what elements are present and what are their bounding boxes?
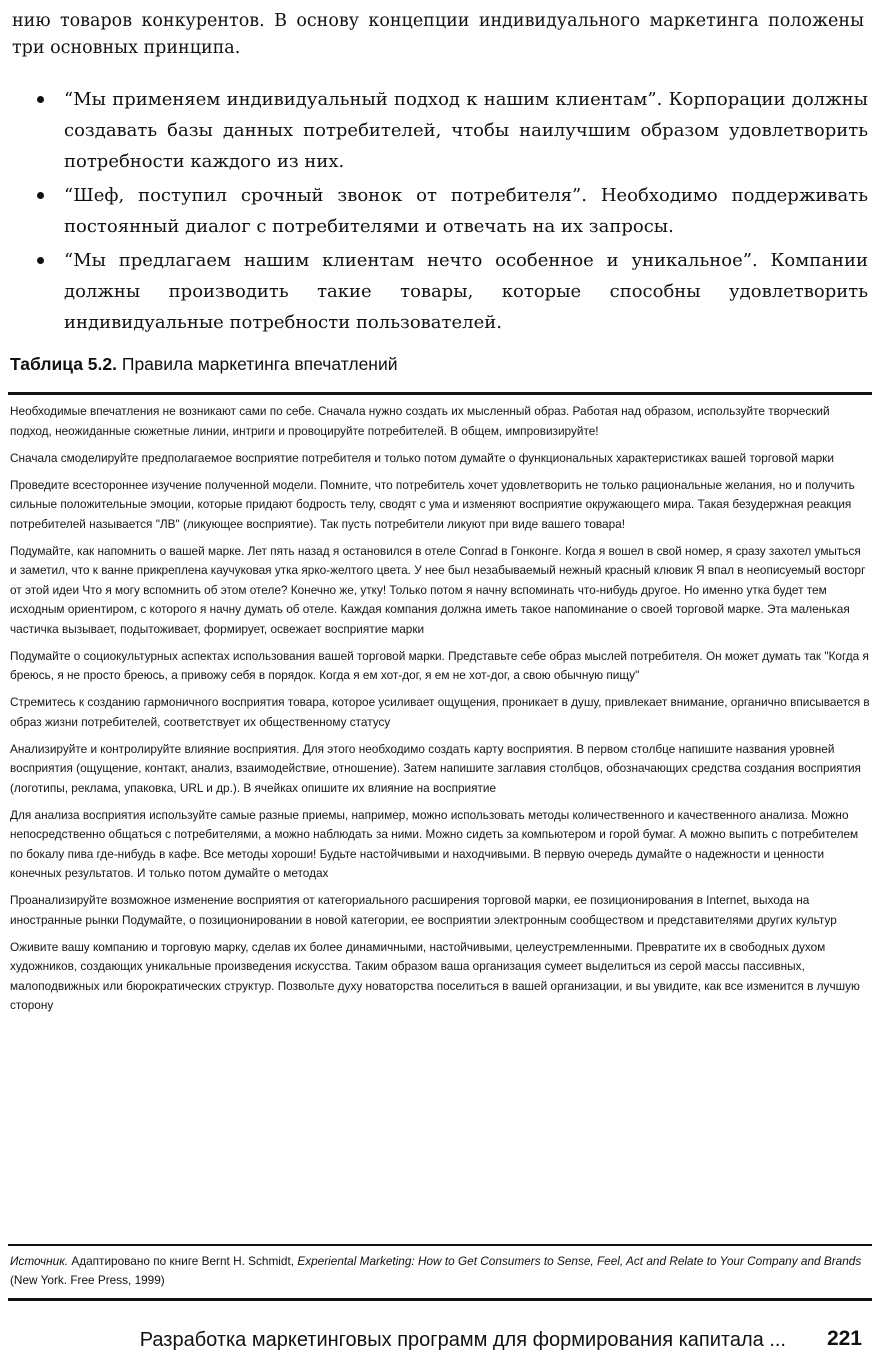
table-row: Сначала смоделируйте предполагаемое восприятие потребителя и только потом думайте о функциональных характеристиках вашей торговой марки bbox=[10, 450, 834, 465]
source-book-title: Experiental Marketing: How to Get Consumers to Sense, Feel, Act and Relate to Your Company and Brands bbox=[297, 1254, 862, 1268]
table-row: Анализируйте и контролируйте влияние восприятия. Для этого необходимо создать карту восприятия. В первом столбце напишите названия уровней восприятия (ощущение, контакт, анализ, взаимодействие, отношение). Затем напишите заглавия столбцов, обозначающих средства создания восприятия (логотипы, реклама, упаковка, URL и др.). В ячейках опишите их влияние на восприятие bbox=[10, 741, 861, 795]
list-item bbox=[64, 180, 868, 242]
table-title: Правила маркетинга впечатлений bbox=[121, 354, 398, 374]
bullet-text: “Шеф, поступил срочный звонок от потребителя”. Необходимо поддерживать постоянный диалог с потребителями и отвечать на их запросы. bbox=[64, 185, 868, 237]
intro-paragraph: нию товаров конкурентов. В основу концепции индивидуального маркетинга положены три основных принципа. bbox=[12, 11, 864, 58]
table-bottom-rule bbox=[8, 1298, 872, 1301]
table-caption bbox=[10, 354, 870, 375]
bullet-text: “Мы предлагаем нашим клиентам нечто особенное и уникальное”. Компании должны производить такие товары, которые способны удовлетворить индивидуальные потребности пользователей. bbox=[64, 250, 868, 333]
table-source bbox=[10, 1252, 870, 1290]
principles-list bbox=[0, 84, 876, 341]
bullet-icon bbox=[37, 257, 44, 264]
table-row: Для анализа восприятия используйте самые разные приемы, например, можно использовать методы количественного и качественного анализа. Можно непосредственно общаться с потребителями, а можно наблюдать за ними. Можно сидеть за компьютером и горой бумаг. А можно выпить с потребителем по бокалу пива где-нибудь в кафе. Все методы хороши! Будьте настойчивыми и находчивыми. В первую очередь думайте о надежности и ценности конечных результатов. И только потом думайте о методах bbox=[10, 807, 859, 880]
running-footer: Разработка маркетинговых программ для формирования капитала ... bbox=[139, 1329, 786, 1351]
table-number: Таблица 5.2. bbox=[10, 354, 117, 374]
list-item bbox=[64, 84, 868, 177]
bullet-icon bbox=[37, 192, 44, 199]
source-rule bbox=[8, 1244, 872, 1246]
source-publisher: (New York. Free Press, 1999) bbox=[10, 1273, 165, 1287]
source-prefix: Адаптировано по книге Bernt H. Schmidt, bbox=[71, 1254, 295, 1268]
table-row: Подумайте о социокультурных аспектах использования вашей торговой марки. Представьте себе образ мыслей потребителя. Он может думать так "Когда я бреюсь, я не просто бреюсь, а привожу себя в порядок. Когда я ем хот-дог, я ем не хот-дог, а свою обычную пищу" bbox=[10, 648, 869, 682]
table-row: Стремитесь к созданию гармоничного восприятия товара, которое усиливает ощущения, проникает в душу, привлекает внимание, органично вписывается в образ жизни потребителей, соответствует их общественному статусу bbox=[10, 695, 870, 729]
rules-table bbox=[10, 402, 870, 1023]
page-number: 221 bbox=[826, 1327, 862, 1350]
bullet-text: “Мы применяем индивидуальный подход к нашим клиентам”. Корпорации должны создавать базы данных потребителей, чтобы наилучшим образом удовлетворить потребности каждого из них. bbox=[64, 89, 868, 172]
table-top-rule bbox=[8, 392, 872, 395]
bullet-icon bbox=[37, 96, 44, 103]
list-item bbox=[64, 245, 868, 338]
table-row: Проанализируйте возможное изменение восприятия от категориального расширения торговой марки, ее позиционирования в Internet, выхода на иностранные рынки Подумайте, о позиционировании в новой категории, ее восприятии электронным сообществом и представителями других культур bbox=[10, 893, 837, 927]
source-label: Источник. bbox=[10, 1254, 69, 1268]
table-row: Необходимые впечатления не возникают сами по себе. Сначала нужно создать их мысленный образ. Работая над образом, используйте творческий подход, неожиданные сюжетные линии, интриги и провоцируйте потребителей. В общем, импровизируйте! bbox=[10, 404, 830, 438]
table-row: Оживите вашу компанию и торговую марку, сделав их более динамичными, настойчивыми, целеустремленными. Превратите их в свободных духом художников, создающих уникальные произведения искусства. Таким образом ваша организация сумеет выделиться из серой массы пассивных, малоподвижных или бюрократических структур. Позвольте духу новаторства поселиться в вашей организации, и вы увидите, как все изменится в лучшую сторону bbox=[10, 939, 860, 1012]
table-row: Подумайте, как напомнить о вашей марке. Лет пять назад я остановился в отеле Conrad в Гонконге. Когда я вошел в свой номер, я сразу захотел умыться и заметил, что к ванне прикреплена каучуковая утка ярко-желтого цвета. У нее был незабываемый нежный красный клювик Я впал в неописуемый восторг от этой идеи Что я могу вспомнить об этом отеле? Конечно же, утку! Только потом я начну вспоминать что-нибудь другое. Но именно утка будет тем исходным ориентиром, с которого я начну думать об отеле. Каждая компания должна иметь такое напоминание о своей торговой марке. Эта маленькая частичка вызывает, подытоживает, формирует, освежает восприятие марки bbox=[10, 543, 866, 636]
table-row: Проведите всестороннее изучение полученной модели. Помните, что потребитель хочет удовлетворить не только рациональные желания, но и получить сильные положительные эмоции, которые придают бодрость телу, сводят с ума и изменяют восприятие окружающего мира. Такая безудержная реакция потребителей называется "ЛВ" (ликующее восприятие). Так пусть потребители ликуют при виде вашего товара! bbox=[10, 477, 855, 531]
